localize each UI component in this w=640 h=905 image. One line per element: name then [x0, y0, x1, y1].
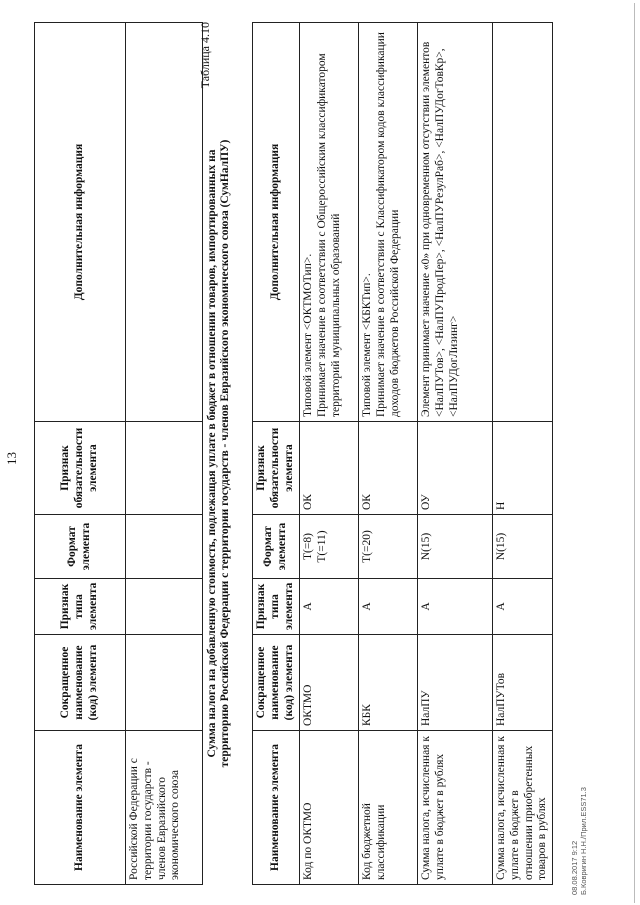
row-oktmo-required: ОК	[300, 422, 359, 515]
row-oktmo-format	[300, 515, 359, 579]
print-stamp	[570, 787, 589, 895]
table2-header-format: Формат элемента	[253, 515, 300, 579]
table-row	[300, 23, 359, 885]
row-oktmo-format-1: T(=8)	[302, 533, 314, 560]
table1-header-name: Наименование элемента	[35, 731, 126, 885]
table-title-line-2: территорию Российской Федерации с территории государств - членов Евразийского экономического союза (СумНалПУ)	[219, 139, 232, 768]
row-nalputov-format	[493, 515, 553, 579]
table-label: Таблица 4.10	[198, 22, 212, 89]
table1-cell-info	[126, 23, 203, 422]
row-nalputov-code: НалПУТов	[493, 635, 553, 731]
table-title	[206, 22, 232, 885]
row-nalpu-name: Сумма налога, исчисленная к уплате в бюджет в рублях	[418, 731, 493, 885]
table1-header-format: Формат элемента	[35, 515, 126, 579]
table1-cell-name: Российской Федерации с территории государств - членов Евразийского экономического союза	[126, 731, 203, 885]
table-row	[418, 23, 493, 885]
table2-header-required: Признак обязательности элемента	[253, 422, 300, 515]
row-oktmo-code: ОКТМО	[300, 635, 359, 731]
page-number: 13	[4, 452, 19, 465]
page-edge-divider	[634, 3, 635, 903]
table2-header-code: Сокращенное наименование (код) элемента	[253, 635, 300, 731]
row-kbk-info-1: Типовой элемент <КБКТип>.	[361, 273, 373, 417]
row-kbk-info-2: Принимает значение в соответствии с Классификатором кодов классификации доходов бюджетов Российской Федерации	[374, 32, 401, 417]
table-4-10	[252, 22, 553, 885]
table-continued	[34, 22, 203, 885]
table2-header-info: Дополнительная информация	[253, 23, 300, 422]
row-nalpu-format-1: N(15)	[420, 532, 432, 561]
row-kbk-code: КБК	[359, 635, 418, 731]
table1-cell-code	[126, 635, 203, 731]
row-oktmo-info-2: Принимает значение в соответствии с Общероссийским классификатором территорий муниципальных образований	[315, 53, 342, 417]
table2-header-row	[253, 23, 300, 885]
row-oktmo-format-2: T(=11)	[315, 530, 328, 563]
row-kbk-required: ОК	[359, 422, 418, 515]
table1-cell-required	[126, 422, 203, 515]
table1-header-type: Признак типа элемента	[35, 579, 126, 635]
row-nalputov-type: А	[493, 579, 553, 635]
table1-cell-format	[126, 515, 203, 579]
table1-header-code: Сокращенное наименование (код) элемента	[35, 635, 126, 731]
row-nalputov-format-1: N(15)	[495, 532, 507, 561]
row-oktmo-info-1: Типовой элемент <ОКТМОТип>.	[302, 253, 314, 417]
print-stamp-date: 08.08.2017 9:12	[570, 840, 579, 895]
row-kbk-format	[359, 515, 418, 579]
row-nalpu-type: А	[418, 579, 493, 635]
table-row	[359, 23, 418, 885]
row-kbk-name: Код бюджетной классификации	[359, 731, 418, 885]
row-nalputov-name: Сумма налога, исчисленная к уплате в бюджет в отношении приобретенных товаров в рублях	[493, 731, 553, 885]
table-row	[493, 23, 553, 885]
table-row	[126, 23, 203, 885]
row-nalpu-info	[418, 23, 493, 422]
row-nalpu-code: НалПУ	[418, 635, 493, 731]
table-title-line-1: Сумма налога на добавленную стоимость, подлежащая уплате в бюджет в отношении товаров, импортированных на	[206, 149, 218, 758]
row-oktmo-info	[300, 23, 359, 422]
table1-header-row	[35, 23, 126, 885]
row-kbk-info	[359, 23, 418, 422]
row-nalpu-format	[418, 515, 493, 579]
row-oktmo-name: Код по ОКТМО	[300, 731, 359, 885]
row-nalpu-info-1: Элемент принимает значение «0» при одновременном отсутствии элементов <НалПУТов>, <НалПУПродПер>, <НалПУРезулРаб>, <НалПУДогТовКр>, <НалПУДогЛизинг>	[420, 41, 460, 417]
table2-header-name: Наименование элемента	[253, 731, 300, 885]
table1-header-info: Дополнительная информация	[35, 23, 126, 422]
row-kbk-type: А	[359, 579, 418, 635]
table2-header-type: Признак типа элемента	[253, 579, 300, 635]
table1-cell-type	[126, 579, 203, 635]
table1-header-required: Признак обязательности элемента	[35, 422, 126, 515]
print-stamp-author: Б.Ковригин Н.Н./Прил.ESS71.3	[579, 787, 589, 895]
row-nalputov-required: Н	[493, 422, 553, 515]
row-nalputov-info	[493, 23, 553, 422]
row-nalpu-required: ОУ	[418, 422, 493, 515]
row-kbk-format-1: T(=20)	[361, 530, 373, 563]
row-oktmo-type: А	[300, 579, 359, 635]
